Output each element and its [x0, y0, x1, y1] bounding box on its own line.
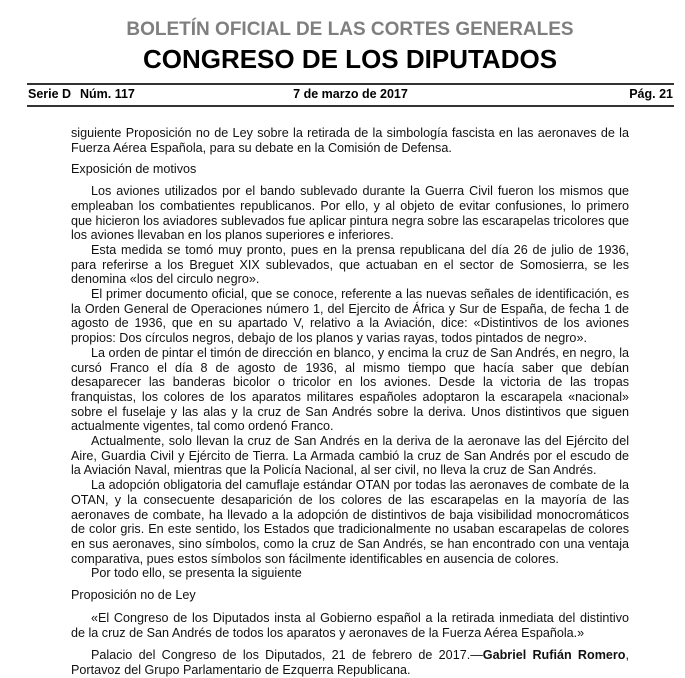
signer-role: , Portavoz del Grupo Parlamentario de Ezquerra Republicana. [71, 648, 629, 677]
closing-signature [71, 648, 629, 677]
serie-label: Serie D [28, 87, 72, 101]
body-paragraph: La adopción obligatoria del camuflaje estándar OTAN por todas las aeronaves de combate de la OTAN, y la consecuente desaparición de los colores de las escarapelas en la mayoría de las aeronaves de combate, ha llevado a la adopción de distintivos de baja visibilidad monocromáticos de color gris. En este sentido, los Estados que tradicionalmente no usaban escarapelas de colores en sus aeronaves, sino símbolos, como la cruz de San Andrés, se han encontrado con una ventaja comparativa, pues estos símbolos son fácilmente identificables en ausencia de colores. [71, 478, 629, 566]
signer-name: Gabriel Rufián Romero [482, 648, 626, 663]
intro-paragraph: siguiente Proposición no de Ley sobre la retirada de la simbología fascista en las aeronaves de la Fuerza Aérea Española, para su debate en la Comisión de Defensa. [71, 126, 629, 155]
header-rule-top [27, 83, 674, 85]
chamber-title: CONGRESO DE LOS DIPUTADOS [142, 44, 558, 74]
issue-number: Núm. 117 [80, 87, 135, 101]
body-paragraph: Los aviones utilizados por el bando sublevado durante la Guerra Civil fueron los mismos que empleaban los combatientes republicanos. Por ello, y al objeto de evitar confusiones, lo primero que hicieron los aviadores sublevados fue aplicar pintura negra sobre las escarapelas tricolores que los aviones llevaban en los planos superiores e inferiores. [71, 184, 629, 243]
resolution-text: «El Congreso de los Diputados insta al Gobierno español a la retirada inmediata del distintivo de la cruz de San Andrés de todos los aparatos y aeronaves de la Fuerza Aérea Española.» [71, 610, 629, 640]
issue-info-bar [28, 87, 673, 103]
section-heading-proposicion: Proposición no de Ley [71, 588, 196, 603]
body-paragraph: La orden de pintar el timón de dirección en blanco, y encima la cruz de San Andrés, en negro, la cursó Franco el día 8 de agosto de 1936, al mismo tiempo que hacía saber que debían desaparecer las banderas bicolor o tricolor en los aviones. Desde la victoria de las tropas franquistas, los colores de los aparatos militares españoles adoptaron la escarapela «nacional» sobre el fuselaje y las alas y la cruz de San Andrés sobre la deriva. Unos distintivos que siguen actualmente vigentes, tal como ordenó Franco. [71, 345, 629, 434]
body-paragraph: Por todo ello, se presenta la siguiente [91, 566, 302, 581]
header-rule-bottom [27, 105, 674, 107]
publication-title: BOLETÍN OFICIAL DE LAS CORTES GENERALES [126, 19, 574, 40]
body-paragraph: Actualmente, solo llevan la cruz de San Andrés en la deriva de la aeronave las del Ejército del Aire, Guardia Civil y Ejército de Tierra. La Armada cambió la cruz de San Andrés por el escudo de la Aviación Naval, mientras que la Policía Nacional, al ser civil, no lleva la cruz de San Andrés. [71, 434, 629, 478]
closing-place-date: Palacio del Congreso de los Diputados, 21 de febrero de 2017.— [91, 648, 483, 663]
body-paragraph: El primer documento oficial, que se conoce, referente a las nuevas señales de identificación, es la Orden General de Operaciones número 1, del Ejercito de África y Sur de España, de fecha 1 de agosto de 1936, que en su apartado V, relativo a la Aviación, dice: «Distintivos de los aviones propios: Dos círculos negros, debajo de los planos y varias rayas, todos pintados de negro». [71, 287, 629, 346]
issue-date: 7 de marzo de 2017 [293, 87, 408, 101]
section-heading-exposicion: Exposición de motivos [71, 162, 197, 177]
body-paragraph: Esta medida se tomó muy pronto, pues en la prensa republicana del día 26 de julio de 1936, para referirse a los Breguet XIX sublevados, que actuaban en el sector de Somosierra, se les denomina «los del circulo negro». [71, 242, 629, 287]
document-body [71, 126, 629, 678]
page-number: Pág. 21 [629, 87, 673, 101]
